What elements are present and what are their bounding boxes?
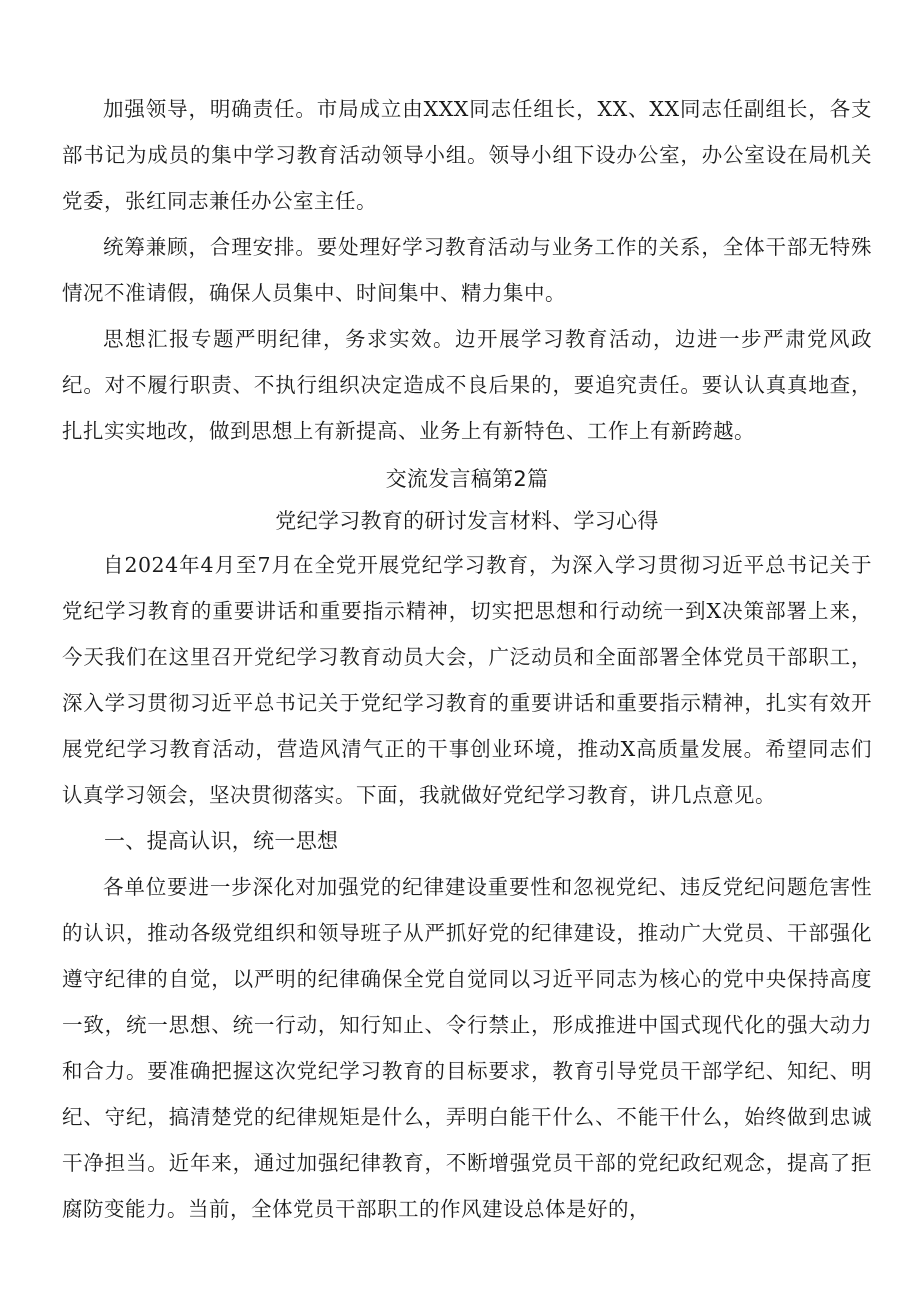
section-title-1: 一、提高认识，统一思想 xyxy=(104,829,339,853)
heading-article-number: 交流发言稿第2篇 xyxy=(385,467,549,491)
paragraph-coordination: 统筹兼顾，合理安排。要处理好学习教育活动与业务工作的关系，全体干部无特殊情况不准请假，确保人员集中、时间集中、精力集中。 xyxy=(62,235,872,305)
paragraph-discipline: 思想汇报专题严明纪律，务求实效。边开展学习教育活动，边进一步严肃党风政纪。对不履行职责、不执行组织决定造成不良后果的，要追究责任。要认认真真地查，扎扎实实地改，做到思想上有新提高、业务上有新特色、工作上有新跨越。 xyxy=(62,327,872,443)
paragraph-intro: 自2024年4月至7月在全党开展党纪学习教育，为深入学习贯彻习近平总书记关于党纪学习教育的重要讲话和重要指示精神，切实把思想和行动统一到X决策部署上来，今天我们在这里召开党纪学习教育动员大会，广泛动员和全面部署全体党员干部职工，深入学习贯彻习近平总书记关于党纪学习教育的重要讲话和重要指示精神，扎实有效开展党纪学习教育活动，营造风清气正的干事创业环境，推动X高质量发展。希望同志们认真学习领会，坚决贯彻落实。下面，我就做好党纪学习教育，讲几点意见。 xyxy=(62,553,872,807)
heading-article-title: 党纪学习教育的研讨发言材料、学习心得 xyxy=(275,509,659,533)
document-page xyxy=(62,86,872,1232)
paragraph-section-1: 各单位要进一步深化对加强党的纪律建设重要性和忽视党纪、违反党纪问题危害性的认识，推动各级党组织和领导班子从严抓好党的纪律建设，推动广大党员、干部强化遵守纪律的自觉，以严明的纪律确保全党自觉同以习近平同志为核心的党中央保持高度一致，统一思想、统一行动，知行知止、令行禁止，形成推进中国式现代化的强大动力和合力。要准确把握这次党纪学习教育的目标要求，教育引导党员干部学纪、知纪、明纪、守纪，搞清楚党的纪律规矩是什么，弄明白能干什么、不能干什么，始终做到忠诚干净担当。近年来，通过加强纪律教育，不断增强党员干部的党纪政纪观念，提高了拒腐防变能力。当前，全体党员干部职工的作风建设总体是好的， xyxy=(62,875,872,1221)
paragraph-leadership: 加强领导，明确责任。市局成立由XXX同志任组长，XX、XX同志任副组长，各支部书记为成员的集中学习教育活动领导小组。领导小组下设办公室，办公室设在局机关党委，张红同志兼任办公室主任。 xyxy=(62,97,872,213)
